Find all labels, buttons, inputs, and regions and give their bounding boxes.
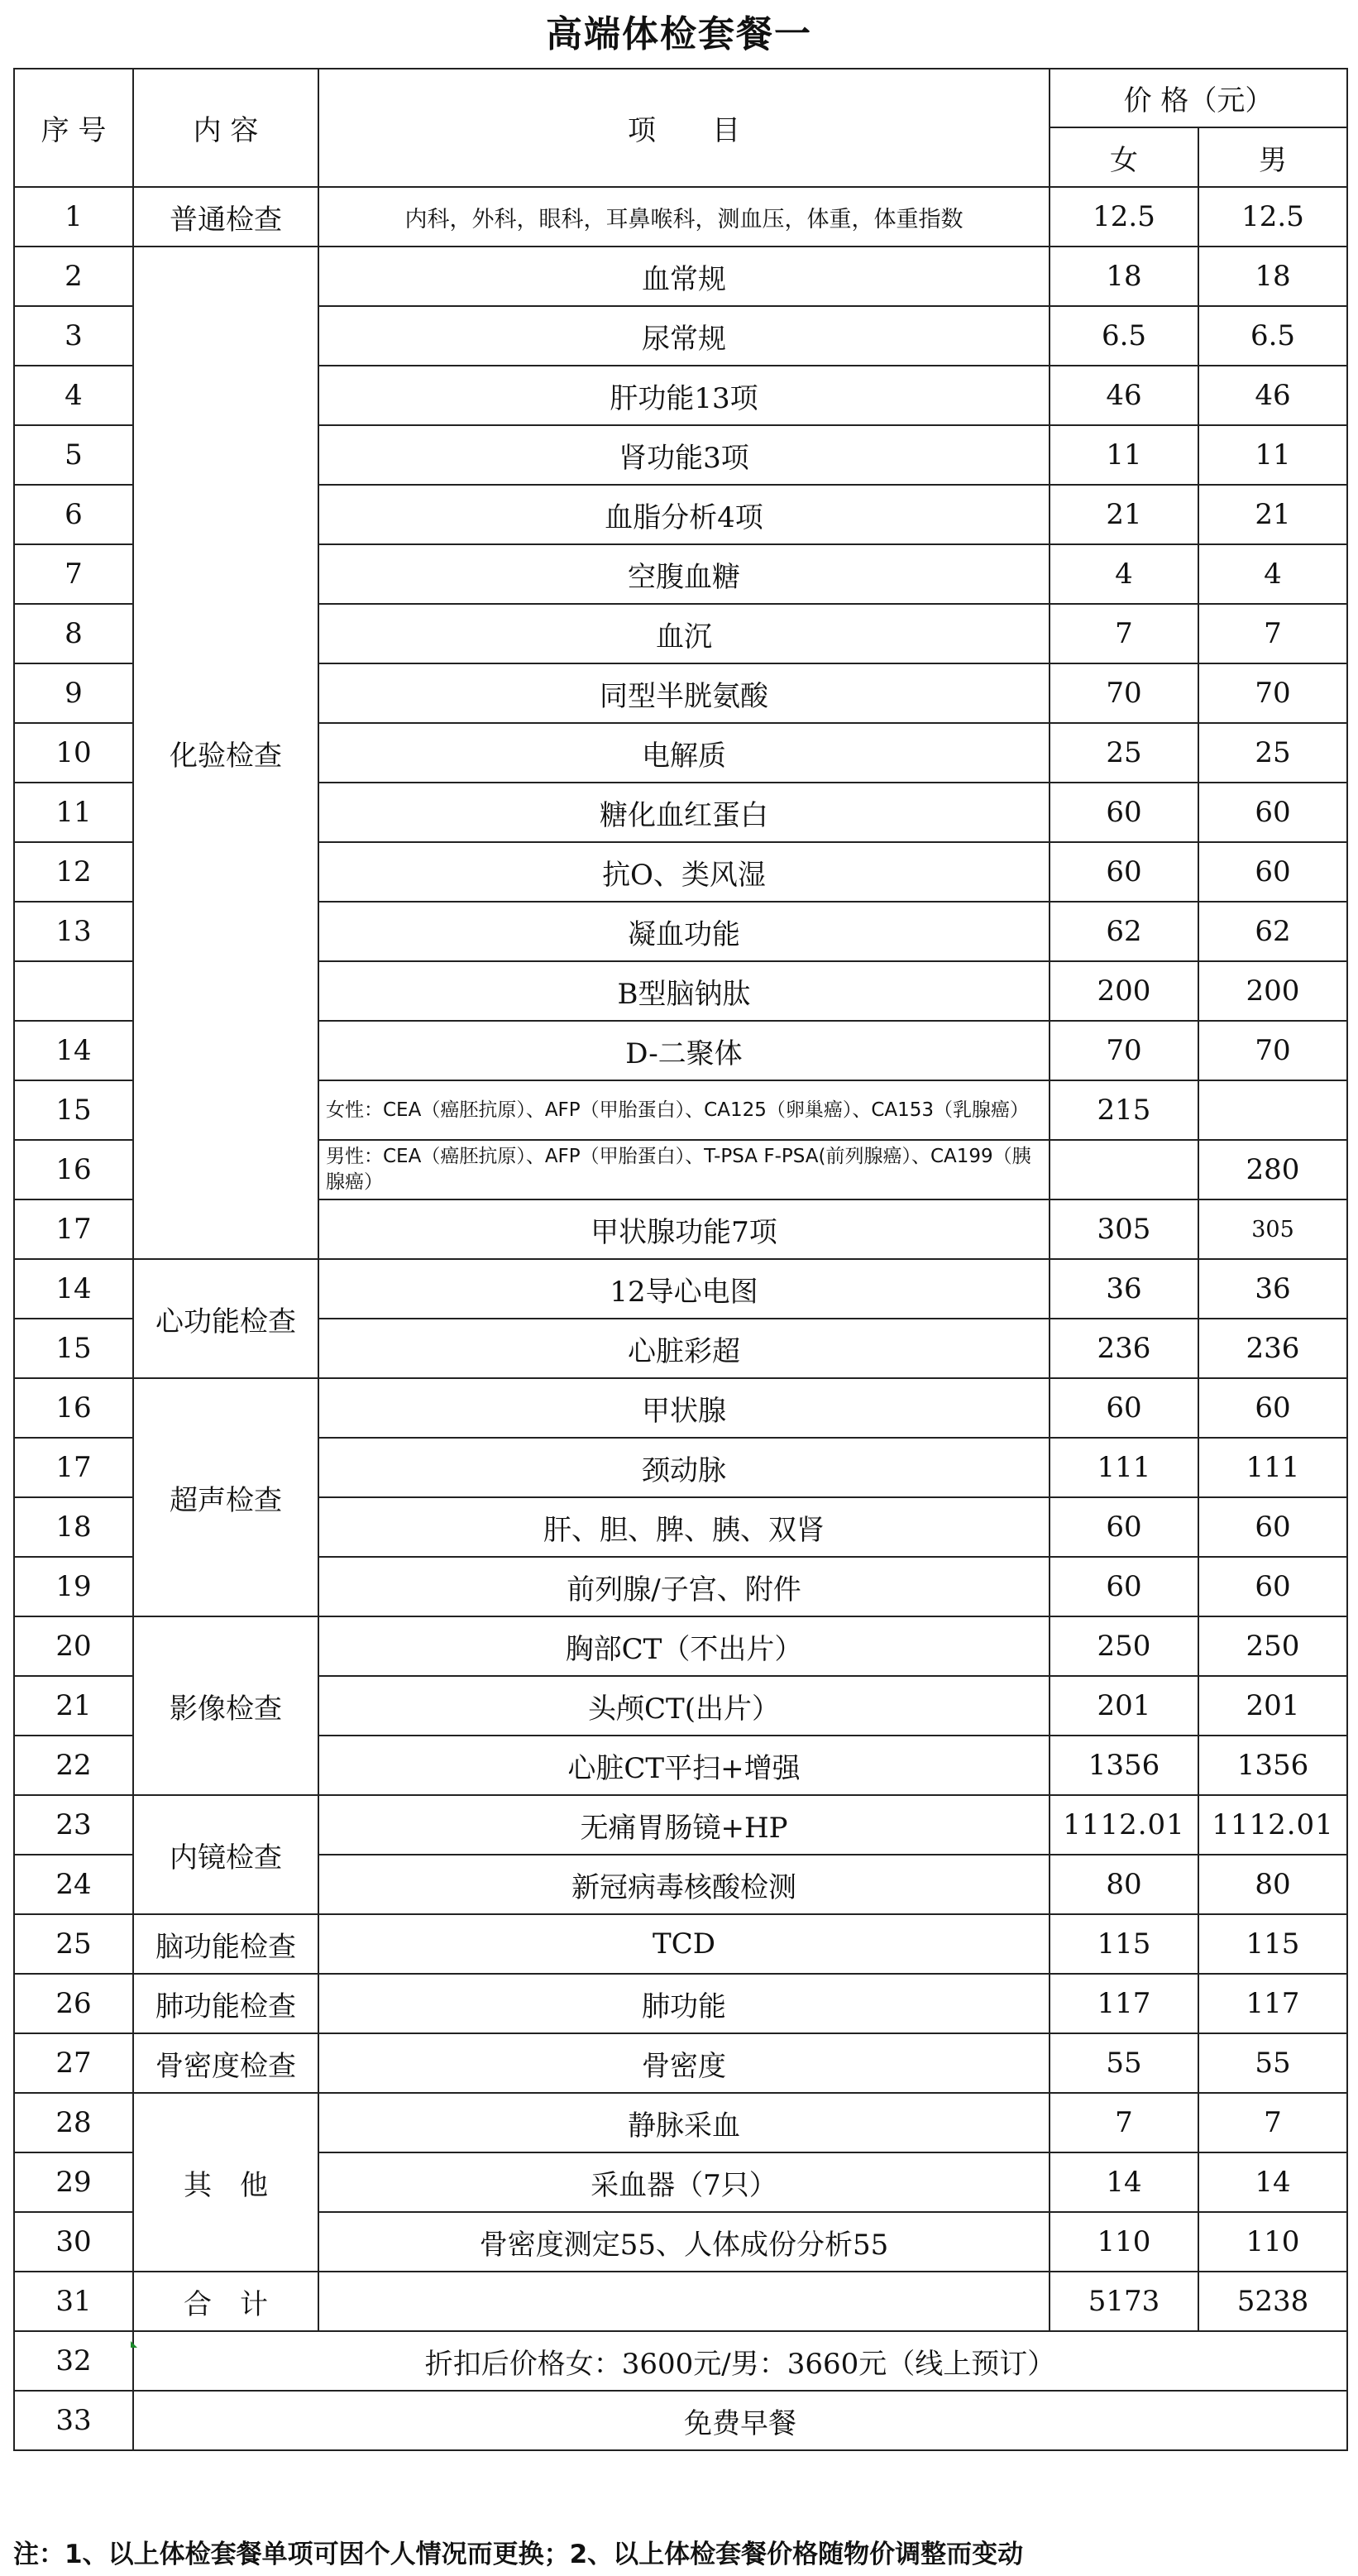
table-row <box>14 1378 1347 1438</box>
item-name: D-二聚体 <box>318 1021 1050 1080</box>
item-name: 空腹血糖 <box>318 544 1050 604</box>
price-male: 1112.01 <box>1198 1795 1347 1855</box>
header-item: 项 目 <box>318 69 1050 187</box>
price-male: 60 <box>1198 1497 1347 1557</box>
item-name: 内科，外科，眼科，耳鼻喉科，测血压，体重，体重指数 <box>318 187 1050 247</box>
item-name: 静脉采血 <box>318 2093 1050 2152</box>
row-number: 9 <box>14 663 133 723</box>
row-number: 1 <box>14 187 133 247</box>
price-male: 60 <box>1198 783 1347 842</box>
header-content: 内 容 <box>133 69 318 187</box>
price-female: 1112.01 <box>1050 1795 1198 1855</box>
cell-comment-marker <box>131 2341 137 2348</box>
price-male: 7 <box>1198 604 1347 663</box>
table-row <box>14 1616 1347 1676</box>
row-number: 17 <box>14 1199 133 1259</box>
row-number: 24 <box>14 1855 133 1914</box>
item-name: 头颅CT(出片） <box>318 1676 1050 1736</box>
header-male: 男 <box>1198 127 1347 187</box>
item-name: 颈动脉 <box>318 1438 1050 1497</box>
row-number: 31 <box>14 2272 133 2331</box>
breakfast-row <box>14 2391 1347 2450</box>
header-seq: 序 号 <box>14 69 133 187</box>
price-male: 280 <box>1198 1140 1347 1199</box>
category-lung: 肺功能检查 <box>133 1974 318 2033</box>
row-number <box>14 961 133 1021</box>
price-female: 60 <box>1050 783 1198 842</box>
item-name: 前列腺/子宫、附件 <box>318 1557 1050 1616</box>
discount-row <box>14 2331 1347 2391</box>
checkup-package-table <box>13 68 1348 2451</box>
table-row <box>14 187 1347 247</box>
item-name: 采血器（7只） <box>318 2152 1050 2212</box>
item-name: B型脑钠肽 <box>318 961 1050 1021</box>
total-female: 5173 <box>1050 2272 1198 2331</box>
price-female: 117 <box>1050 1974 1198 2033</box>
price-female: 200 <box>1050 961 1198 1021</box>
price-male: 70 <box>1198 1021 1347 1080</box>
price-male: 200 <box>1198 961 1347 1021</box>
item-name: 心脏彩超 <box>318 1319 1050 1378</box>
row-number: 26 <box>14 1974 133 2033</box>
table-row <box>14 2093 1347 2152</box>
price-female: 60 <box>1050 1497 1198 1557</box>
table-row <box>14 2033 1347 2093</box>
row-number: 12 <box>14 842 133 902</box>
price-female: 201 <box>1050 1676 1198 1736</box>
row-number: 14 <box>14 1021 133 1080</box>
price-male: 36 <box>1198 1259 1347 1319</box>
price-male: 60 <box>1198 1378 1347 1438</box>
row-number: 16 <box>14 1140 133 1199</box>
item-name <box>318 2272 1050 2331</box>
price-female: 21 <box>1050 485 1198 544</box>
price-male: 305 <box>1198 1199 1347 1259</box>
price-male <box>1198 1080 1347 1140</box>
price-male: 55 <box>1198 2033 1347 2093</box>
price-male: 60 <box>1198 842 1347 902</box>
price-female: 60 <box>1050 842 1198 902</box>
category-endoscopy: 内镜检查 <box>133 1795 318 1914</box>
item-name: 无痛胃肠镜+HP <box>318 1795 1050 1855</box>
row-number: 16 <box>14 1378 133 1438</box>
item-name: 电解质 <box>318 723 1050 783</box>
item-name: 肝功能13项 <box>318 366 1050 425</box>
price-female: 215 <box>1050 1080 1198 1140</box>
item-name: TCD <box>318 1914 1050 1974</box>
item-name: 肾功能3项 <box>318 425 1050 485</box>
price-female: 6.5 <box>1050 306 1198 366</box>
header-price: 价 格（元） <box>1050 69 1347 127</box>
price-male: 12.5 <box>1198 187 1347 247</box>
price-female: 115 <box>1050 1914 1198 1974</box>
item-name: 女性：CEA（癌胚抗原）、AFP（甲胎蛋白）、CA125（卵巢癌）、CA153（乳腺癌） <box>318 1080 1050 1140</box>
price-female: 7 <box>1050 604 1198 663</box>
row-number: 14 <box>14 1259 133 1319</box>
category-lab: 化验检查 <box>133 247 318 1259</box>
item-name: 尿常规 <box>318 306 1050 366</box>
price-male: 201 <box>1198 1676 1347 1736</box>
row-number: 18 <box>14 1497 133 1557</box>
row-number: 15 <box>14 1080 133 1140</box>
table-row <box>14 1974 1347 2033</box>
row-number: 15 <box>14 1319 133 1378</box>
row-number: 8 <box>14 604 133 663</box>
row-number: 33 <box>14 2391 133 2450</box>
row-number: 27 <box>14 2033 133 2093</box>
price-male: 21 <box>1198 485 1347 544</box>
price-male: 18 <box>1198 247 1347 306</box>
header-female: 女 <box>1050 127 1198 187</box>
price-male: 70 <box>1198 663 1347 723</box>
table-row <box>14 1914 1347 1974</box>
price-female: 250 <box>1050 1616 1198 1676</box>
price-female: 46 <box>1050 366 1198 425</box>
price-male: 25 <box>1198 723 1347 783</box>
price-female: 55 <box>1050 2033 1198 2093</box>
price-male: 62 <box>1198 902 1347 961</box>
item-name: 糖化血红蛋白 <box>318 783 1050 842</box>
row-number: 23 <box>14 1795 133 1855</box>
free-breakfast-text: 免费早餐 <box>133 2391 1347 2450</box>
item-name: 胸部CT（不出片） <box>318 1616 1050 1676</box>
price-female: 70 <box>1050 663 1198 723</box>
price-female: 4 <box>1050 544 1198 604</box>
price-female: 14 <box>1050 2152 1198 2212</box>
item-name: 甲状腺 <box>318 1378 1050 1438</box>
price-female: 60 <box>1050 1557 1198 1616</box>
price-female: 12.5 <box>1050 187 1198 247</box>
row-number: 19 <box>14 1557 133 1616</box>
price-female: 80 <box>1050 1855 1198 1914</box>
category-brain: 脑功能检查 <box>133 1914 318 1974</box>
price-male: 6.5 <box>1198 306 1347 366</box>
row-number: 13 <box>14 902 133 961</box>
price-female: 1356 <box>1050 1736 1198 1795</box>
item-name: 骨密度 <box>318 2033 1050 2093</box>
price-male: 1356 <box>1198 1736 1347 1795</box>
price-female: 11 <box>1050 425 1198 485</box>
item-name: 同型半胱氨酸 <box>318 663 1050 723</box>
price-female: 110 <box>1050 2212 1198 2272</box>
item-name: 血常规 <box>318 247 1050 306</box>
row-number: 30 <box>14 2212 133 2272</box>
price-female: 111 <box>1050 1438 1198 1497</box>
category-imaging: 影像检查 <box>133 1616 318 1795</box>
price-female: 62 <box>1050 902 1198 961</box>
category-bone: 骨密度检查 <box>133 2033 318 2093</box>
price-female: 305 <box>1050 1199 1198 1259</box>
row-number: 2 <box>14 247 133 306</box>
price-female: 60 <box>1050 1378 1198 1438</box>
row-number: 28 <box>14 2093 133 2152</box>
price-male: 46 <box>1198 366 1347 425</box>
row-number: 4 <box>14 366 133 425</box>
category-general: 普通检查 <box>133 187 318 247</box>
item-name: 抗O、类风湿 <box>318 842 1050 902</box>
price-male: 250 <box>1198 1616 1347 1676</box>
price-male: 4 <box>1198 544 1347 604</box>
table-row <box>14 1795 1347 1855</box>
price-male: 236 <box>1198 1319 1347 1378</box>
row-number: 11 <box>14 783 133 842</box>
price-male: 11 <box>1198 425 1347 485</box>
item-name: 甲状腺功能7项 <box>318 1199 1050 1259</box>
item-name: 男性：CEA（癌胚抗原）、AFP（甲胎蛋白）、T-PSA F-PSA(前列腺癌）、CA199（胰腺癌） <box>318 1140 1050 1199</box>
row-number: 32 <box>14 2331 133 2391</box>
price-male: 14 <box>1198 2152 1347 2212</box>
row-number: 17 <box>14 1438 133 1497</box>
row-number: 3 <box>14 306 133 366</box>
price-male: 111 <box>1198 1438 1347 1497</box>
price-female: 70 <box>1050 1021 1198 1080</box>
total-male: 5238 <box>1198 2272 1347 2331</box>
row-number: 21 <box>14 1676 133 1736</box>
discount-price-text: 折扣后价格女：3600元/男：3660元（线上预订） <box>133 2331 1347 2391</box>
price-male: 110 <box>1198 2212 1347 2272</box>
price-male: 80 <box>1198 1855 1347 1914</box>
price-male: 117 <box>1198 1974 1347 2033</box>
total-row <box>14 2272 1347 2331</box>
table-header-row <box>14 69 1347 127</box>
price-male: 7 <box>1198 2093 1347 2152</box>
row-number: 5 <box>14 425 133 485</box>
row-number: 25 <box>14 1914 133 1974</box>
table-row <box>14 1259 1347 1319</box>
price-female: 25 <box>1050 723 1198 783</box>
price-female: 36 <box>1050 1259 1198 1319</box>
category-ultrasound: 超声检查 <box>133 1378 318 1616</box>
item-name: 新冠病毒核酸检测 <box>318 1855 1050 1914</box>
item-name: 心脏CT平扫+增强 <box>318 1736 1050 1795</box>
item-name: 肝、胆、脾、胰、双肾 <box>318 1497 1050 1557</box>
item-name: 骨密度测定55、人体成份分析55 <box>318 2212 1050 2272</box>
item-name: 肺功能 <box>318 1974 1050 2033</box>
row-number: 22 <box>14 1736 133 1795</box>
row-number: 20 <box>14 1616 133 1676</box>
price-female <box>1050 1140 1198 1199</box>
row-number: 6 <box>14 485 133 544</box>
price-male: 115 <box>1198 1914 1347 1974</box>
category-total: 合 计 <box>133 2272 318 2331</box>
price-female: 236 <box>1050 1319 1198 1378</box>
row-number: 10 <box>14 723 133 783</box>
row-number: 7 <box>14 544 133 604</box>
price-female: 18 <box>1050 247 1198 306</box>
price-male: 60 <box>1198 1557 1347 1616</box>
price-female: 7 <box>1050 2093 1198 2152</box>
page-title: 高端体检套餐一 <box>546 13 812 55</box>
table-row <box>14 247 1347 306</box>
footnote: 注：1、以上体检套餐单项可因个人情况而更换；2、以上体检套餐价格随物价调整而变动 <box>13 2540 1024 2569</box>
category-cardiac: 心功能检查 <box>133 1259 318 1378</box>
item-name: 血脂分析4项 <box>318 485 1050 544</box>
item-name: 凝血功能 <box>318 902 1050 961</box>
category-other: 其 他 <box>133 2093 318 2272</box>
item-name: 血沉 <box>318 604 1050 663</box>
item-name: 12导心电图 <box>318 1259 1050 1319</box>
row-number: 29 <box>14 2152 133 2212</box>
